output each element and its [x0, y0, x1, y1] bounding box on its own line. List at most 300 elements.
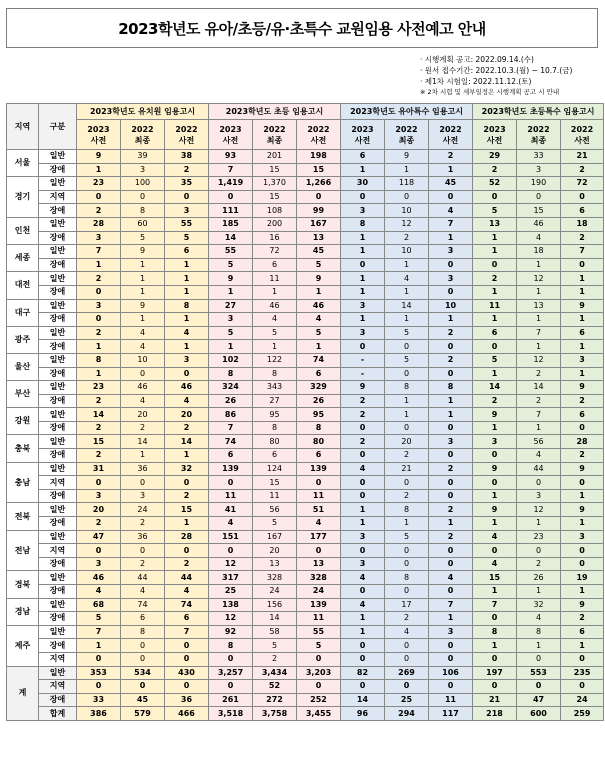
value-cell: 4 [297, 313, 341, 327]
value-cell: 29 [473, 150, 517, 164]
table-row [7, 313, 604, 327]
value-cell: 156 [253, 598, 297, 612]
value-cell: 4 [473, 557, 517, 571]
value-cell: 1 [77, 340, 121, 354]
value-cell: 55 [297, 625, 341, 639]
division-type: 일반 [39, 625, 77, 639]
value-cell: 0 [341, 340, 385, 354]
value-cell: 45 [121, 693, 165, 707]
value-cell: 0 [209, 680, 253, 694]
value-cell: 8 [209, 639, 253, 653]
value-cell: 17 [385, 598, 429, 612]
value-cell: 259 [561, 707, 604, 721]
value-cell: 2 [473, 272, 517, 286]
value-cell: 0 [385, 585, 429, 599]
division-type: 일반 [39, 503, 77, 517]
value-cell: 2 [121, 557, 165, 571]
value-cell: 2 [253, 652, 297, 666]
value-cell: 0 [429, 190, 473, 204]
value-cell: 1 [209, 340, 253, 354]
region-name: 대전 [7, 272, 39, 299]
value-cell: 14 [341, 693, 385, 707]
value-cell: 4 [429, 571, 473, 585]
subheader-kind: 사전 [486, 135, 503, 145]
value-cell: 0 [297, 652, 341, 666]
value-cell: 2 [429, 326, 473, 340]
value-cell: 0 [341, 652, 385, 666]
division-type: 일반 [39, 408, 77, 422]
value-cell: 9 [561, 598, 604, 612]
value-cell: 1 [341, 503, 385, 517]
value-cell: 44 [165, 571, 209, 585]
value-cell: 0 [77, 285, 121, 299]
value-cell: 32 [165, 462, 209, 476]
value-cell: 41 [209, 503, 253, 517]
value-cell: 45 [429, 177, 473, 191]
value-cell: 2 [77, 449, 121, 463]
region-name: 서울 [7, 150, 39, 177]
value-cell: 4 [165, 585, 209, 599]
value-cell: 1 [429, 612, 473, 626]
value-cell: 0 [429, 680, 473, 694]
value-cell: 2 [341, 408, 385, 422]
value-cell: 1 [121, 285, 165, 299]
subheader-cell [429, 120, 473, 150]
value-cell: 0 [429, 421, 473, 435]
value-cell: 92 [209, 625, 253, 639]
value-cell: 13 [253, 557, 297, 571]
value-cell: 46 [297, 299, 341, 313]
value-cell: 2 [473, 163, 517, 177]
value-cell: 4 [341, 598, 385, 612]
value-cell: 0 [517, 680, 561, 694]
value-cell: 33 [517, 150, 561, 164]
division-type: 장애 [39, 340, 77, 354]
value-cell: 8 [253, 421, 297, 435]
value-cell: 1 [473, 231, 517, 245]
value-cell: 28 [165, 530, 209, 544]
subheader-cell [297, 120, 341, 150]
value-cell: 3 [517, 489, 561, 503]
subheader-kind: 사전 [222, 135, 239, 145]
value-cell: 6 [297, 449, 341, 463]
value-cell: 0 [341, 190, 385, 204]
value-cell: 117 [429, 707, 473, 721]
subheader-cell [385, 120, 429, 150]
value-cell: 4 [341, 462, 385, 476]
value-cell: 0 [297, 190, 341, 204]
value-cell: 9 [561, 503, 604, 517]
value-cell: 2 [429, 462, 473, 476]
table-row [7, 163, 604, 177]
value-cell: 56 [517, 435, 561, 449]
subheader-cell [561, 120, 604, 150]
value-cell: 1 [561, 367, 604, 381]
note-exam-date: · 제1차 시험일: 2022.11.12.(토) [420, 77, 532, 86]
value-cell: 6 [561, 625, 604, 639]
value-cell: 4 [517, 449, 561, 463]
value-cell: 16 [253, 231, 297, 245]
table-row [7, 435, 604, 449]
value-cell: 0 [561, 680, 604, 694]
value-cell: 1 [165, 285, 209, 299]
division-type: 장애 [39, 421, 77, 435]
value-cell: 269 [385, 666, 429, 680]
value-cell: 4 [517, 612, 561, 626]
value-cell: 2 [77, 326, 121, 340]
value-cell: 3 [429, 272, 473, 286]
value-cell: 1 [561, 639, 604, 653]
table-row [7, 489, 604, 503]
header-elementary: 2023학년도 초등 임용고시 [209, 104, 341, 120]
value-cell: 21 [385, 462, 429, 476]
region-name: 충남 [7, 462, 39, 503]
value-cell: 0 [429, 652, 473, 666]
value-cell: 12 [385, 217, 429, 231]
value-cell: 15 [253, 190, 297, 204]
value-cell: 6 [561, 408, 604, 422]
value-cell: 1 [561, 489, 604, 503]
value-cell: 1 [165, 272, 209, 286]
table-row [7, 680, 604, 694]
value-cell: 10 [429, 299, 473, 313]
value-cell: 0 [561, 544, 604, 558]
value-cell: 0 [517, 652, 561, 666]
value-cell: 5 [253, 326, 297, 340]
note-remark: ※ 2차 시험 및 세부일정은 시행계획 공고 시 안내 [420, 88, 560, 96]
value-cell: 1 [165, 449, 209, 463]
value-cell: 99 [297, 204, 341, 218]
value-cell: 167 [297, 217, 341, 231]
value-cell: 2 [165, 163, 209, 177]
value-cell: 1 [561, 272, 604, 286]
value-cell: 0 [517, 544, 561, 558]
value-cell: 1 [165, 517, 209, 531]
value-cell: 0 [473, 652, 517, 666]
value-cell: 1 [165, 258, 209, 272]
value-cell: 3,434 [253, 666, 297, 680]
value-cell: 1 [429, 231, 473, 245]
value-cell: 5 [297, 258, 341, 272]
value-cell: 0 [341, 680, 385, 694]
value-cell: 4 [165, 394, 209, 408]
table-row [7, 258, 604, 272]
value-cell: 3 [341, 299, 385, 313]
value-cell: 534 [121, 666, 165, 680]
value-cell: 0 [341, 639, 385, 653]
value-cell: 23 [517, 530, 561, 544]
value-cell: 0 [561, 476, 604, 490]
value-cell: 6 [473, 326, 517, 340]
value-cell: 1 [473, 585, 517, 599]
value-cell: 0 [341, 449, 385, 463]
value-cell: 9 [341, 381, 385, 395]
region-name: 전남 [7, 530, 39, 571]
value-cell: 1 [473, 313, 517, 327]
value-cell: 3 [561, 530, 604, 544]
value-cell: 5 [209, 326, 253, 340]
value-cell: 20 [165, 408, 209, 422]
value-cell: 31 [77, 462, 121, 476]
value-cell: 24 [253, 585, 297, 599]
value-cell: 0 [429, 489, 473, 503]
value-cell: 1 [561, 517, 604, 531]
value-cell: 1 [385, 285, 429, 299]
region-name: 경기 [7, 177, 39, 218]
value-cell: 1 [385, 394, 429, 408]
division-type: 장애 [39, 517, 77, 531]
division-type: 일반 [39, 530, 77, 544]
value-cell: 0 [121, 190, 165, 204]
value-cell: 58 [253, 625, 297, 639]
value-cell: 4 [517, 231, 561, 245]
value-cell: 201 [253, 150, 297, 164]
value-cell: 45 [297, 245, 341, 259]
value-cell: 1 [297, 340, 341, 354]
value-cell: 1 [517, 285, 561, 299]
value-cell: 1 [517, 258, 561, 272]
value-cell: 0 [517, 190, 561, 204]
subheader-kind: 사전 [178, 135, 195, 145]
value-cell: 4 [121, 340, 165, 354]
value-cell: 8 [473, 625, 517, 639]
value-cell: 3 [165, 204, 209, 218]
table-row [7, 340, 604, 354]
value-cell: 0 [429, 476, 473, 490]
value-cell: 430 [165, 666, 209, 680]
table-row [7, 285, 604, 299]
table-row [7, 557, 604, 571]
value-cell: 0 [77, 476, 121, 490]
value-cell: 0 [209, 476, 253, 490]
value-cell: 80 [297, 435, 341, 449]
value-cell: 82 [341, 666, 385, 680]
value-cell: 0 [561, 258, 604, 272]
value-cell: 0 [429, 367, 473, 381]
division-type: 장애 [39, 639, 77, 653]
value-cell: 3 [341, 204, 385, 218]
value-cell: 4 [209, 517, 253, 531]
value-cell: 3 [165, 353, 209, 367]
value-cell: 8 [121, 625, 165, 639]
table-row [7, 503, 604, 517]
subheader-year: 2023 [87, 124, 110, 134]
value-cell: 12 [517, 503, 561, 517]
division-type: 일반 [39, 381, 77, 395]
division-type: 일반 [39, 353, 77, 367]
value-cell: 14 [121, 435, 165, 449]
value-cell: 0 [165, 190, 209, 204]
value-cell: 18 [517, 245, 561, 259]
value-cell: 1 [473, 285, 517, 299]
value-cell: 1 [385, 163, 429, 177]
value-cell: 0 [429, 544, 473, 558]
value-cell: 0 [209, 652, 253, 666]
division-type: 일반 [39, 598, 77, 612]
value-cell: 36 [121, 462, 165, 476]
value-cell: 108 [253, 204, 297, 218]
subheader-kind: 최종 [266, 135, 283, 145]
value-cell: 177 [297, 530, 341, 544]
value-cell: 25 [385, 693, 429, 707]
value-cell: 11 [297, 489, 341, 503]
value-cell: 24 [121, 503, 165, 517]
division-type: 지역 [39, 680, 77, 694]
subheader-year: 2022 [570, 124, 594, 134]
value-cell: 1 [341, 625, 385, 639]
region-name: 제주 [7, 625, 39, 666]
value-cell: 6 [253, 258, 297, 272]
division-type: 장애 [39, 557, 77, 571]
table-row [7, 299, 604, 313]
value-cell: 139 [297, 598, 341, 612]
value-cell: 4 [121, 585, 165, 599]
value-cell: 2 [77, 272, 121, 286]
value-cell: 1 [77, 163, 121, 177]
value-cell: 4 [77, 585, 121, 599]
value-cell: 3,758 [253, 707, 297, 721]
value-cell: 5 [297, 639, 341, 653]
value-cell: 0 [121, 367, 165, 381]
value-cell: 15 [253, 163, 297, 177]
value-cell: - [341, 367, 385, 381]
value-cell: 27 [209, 299, 253, 313]
subheader-kind: 최종 [530, 135, 547, 145]
table-row [7, 652, 604, 666]
division-type: 합계 [39, 707, 77, 721]
table-row [7, 421, 604, 435]
value-cell: 0 [385, 652, 429, 666]
value-cell: 26 [209, 394, 253, 408]
value-cell: 9 [77, 150, 121, 164]
subheader-cell [517, 120, 561, 150]
value-cell: 4 [121, 326, 165, 340]
value-cell: 1 [121, 449, 165, 463]
table-row [7, 150, 604, 164]
value-cell: 190 [517, 177, 561, 191]
value-cell: 1 [429, 517, 473, 531]
value-cell: 167 [253, 530, 297, 544]
subheader-year: 2023 [483, 124, 506, 134]
value-cell: 0 [297, 680, 341, 694]
value-cell: 3 [77, 231, 121, 245]
value-cell: 25 [209, 585, 253, 599]
value-cell: 35 [165, 177, 209, 191]
table-row [7, 394, 604, 408]
division-type: 장애 [39, 693, 77, 707]
value-cell: 317 [209, 571, 253, 585]
value-cell: 11 [429, 693, 473, 707]
page-title: 2023학년도 유아/초등/유·초특수 교원임용 사전예고 안내 [118, 19, 486, 38]
value-cell: 28 [77, 217, 121, 231]
value-cell: 95 [253, 408, 297, 422]
table-row [7, 381, 604, 395]
note-application-period: · 원서 접수기간: 2022.10.3.(월) ~ 10.7.(금) [420, 66, 573, 75]
value-cell: 7 [165, 625, 209, 639]
division-type: 장애 [39, 313, 77, 327]
region-name: 전북 [7, 503, 39, 530]
value-cell: 52 [253, 680, 297, 694]
value-cell: 9 [473, 408, 517, 422]
value-cell: 0 [341, 421, 385, 435]
value-cell: 32 [517, 598, 561, 612]
value-cell: 20 [121, 408, 165, 422]
value-cell: 9 [121, 299, 165, 313]
value-cell: 139 [297, 462, 341, 476]
value-cell: 44 [517, 462, 561, 476]
value-cell: 13 [297, 231, 341, 245]
value-cell: 55 [165, 217, 209, 231]
header-division: 구분 [39, 104, 77, 150]
table-row [7, 612, 604, 626]
value-cell: 26 [297, 394, 341, 408]
table-row [7, 707, 604, 721]
value-cell: 4 [385, 272, 429, 286]
value-cell: 1 [473, 639, 517, 653]
subheader-kind: 사전 [90, 135, 107, 145]
value-cell: 0 [561, 190, 604, 204]
value-cell: 6 [121, 612, 165, 626]
value-cell: 5 [165, 231, 209, 245]
table-row [7, 367, 604, 381]
value-cell: 10 [121, 353, 165, 367]
value-cell: 51 [297, 503, 341, 517]
subheader-kind: 사전 [442, 135, 459, 145]
value-cell: 235 [561, 666, 604, 680]
table-row [7, 408, 604, 422]
value-cell: 122 [253, 353, 297, 367]
value-cell: 0 [121, 639, 165, 653]
value-cell: 8 [429, 381, 473, 395]
value-cell: 13 [297, 557, 341, 571]
value-cell: 0 [209, 544, 253, 558]
division-type: 지역 [39, 544, 77, 558]
value-cell: 0 [385, 680, 429, 694]
value-cell: 46 [77, 571, 121, 585]
value-cell: 1 [561, 340, 604, 354]
division-type: 지역 [39, 190, 77, 204]
value-cell: 96 [341, 707, 385, 721]
value-cell: 0 [165, 476, 209, 490]
division-type: 일반 [39, 150, 77, 164]
value-cell: 1 [341, 231, 385, 245]
value-cell: 2 [429, 530, 473, 544]
value-cell: 2 [561, 449, 604, 463]
value-cell: 0 [385, 421, 429, 435]
value-cell: 3 [77, 489, 121, 503]
subheader-cell [253, 120, 297, 150]
value-cell: 1 [121, 258, 165, 272]
value-cell: 8 [165, 299, 209, 313]
division-type: 일반 [39, 571, 77, 585]
table-row [7, 476, 604, 490]
note-announcement: · 시행계획 공고: 2022.09.14.(수) [420, 55, 534, 64]
value-cell: 44 [121, 571, 165, 585]
value-cell: 2 [121, 517, 165, 531]
value-cell: 20 [77, 503, 121, 517]
value-cell: 36 [121, 530, 165, 544]
value-cell: 600 [517, 707, 561, 721]
value-cell: 86 [209, 408, 253, 422]
subheader-kind: 사전 [354, 135, 371, 145]
value-cell: 0 [165, 544, 209, 558]
table-row [7, 190, 604, 204]
value-cell: 0 [473, 612, 517, 626]
value-cell: 7 [561, 245, 604, 259]
value-cell: 0 [429, 585, 473, 599]
value-cell: 4 [165, 326, 209, 340]
value-cell: - [341, 353, 385, 367]
